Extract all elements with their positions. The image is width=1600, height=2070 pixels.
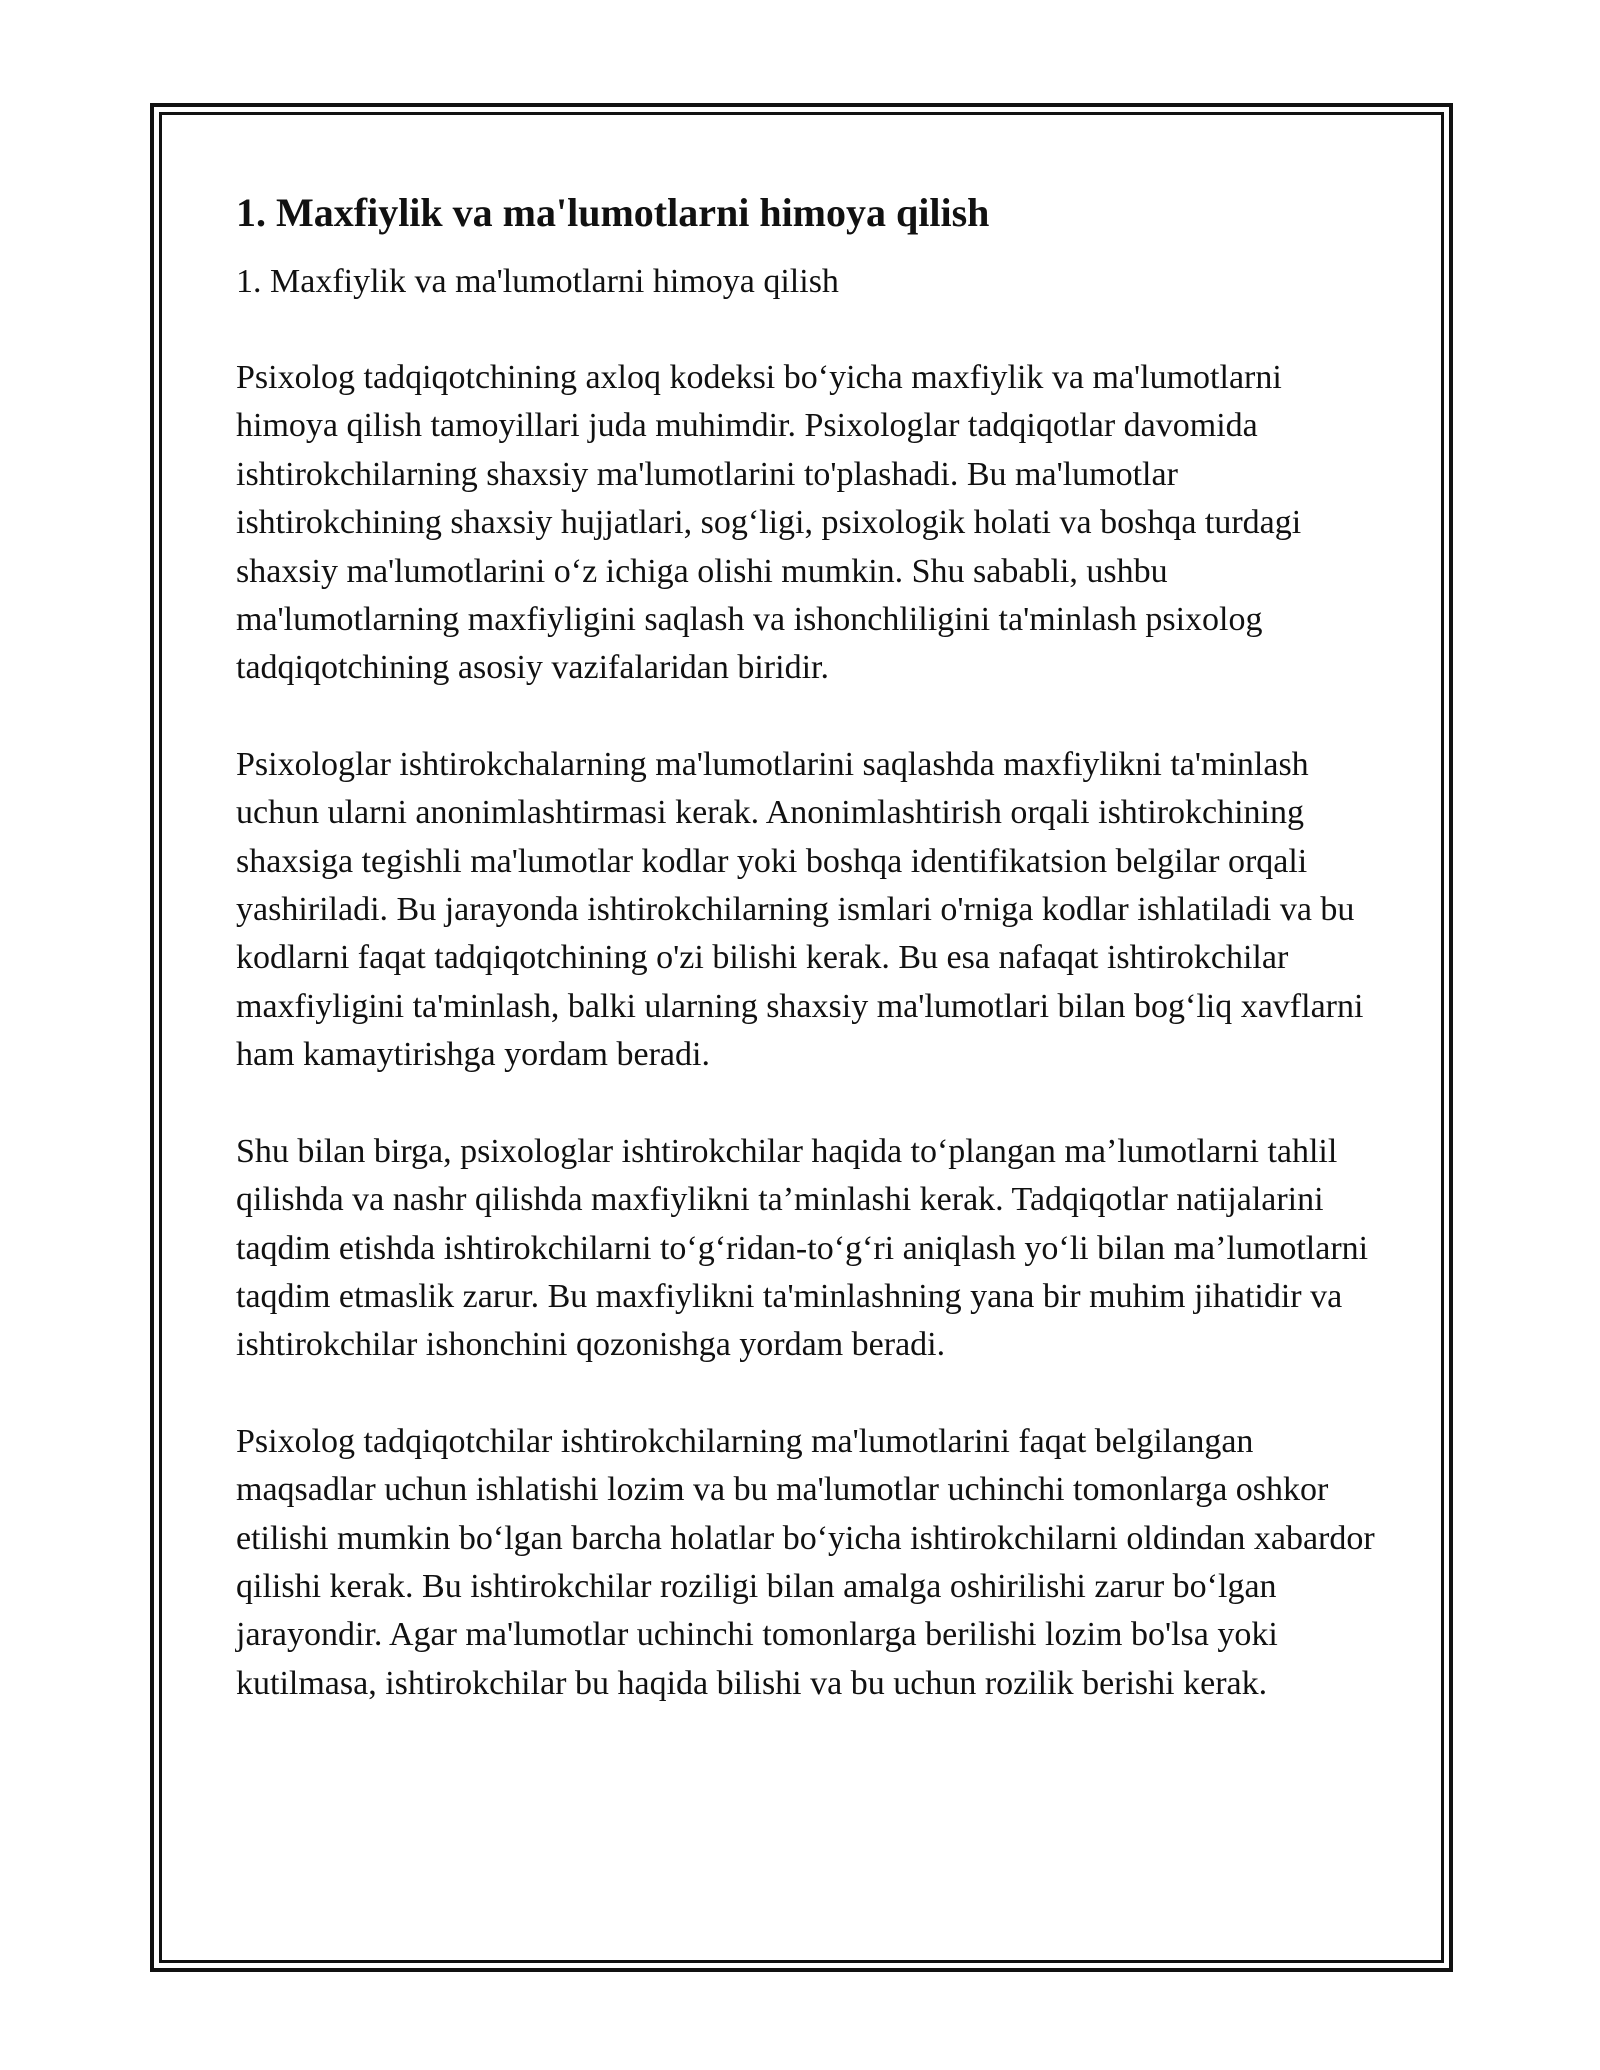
paragraph-1: Psixolog tadqiqotchining axloq kodeksi bo‘yicha maxfiylik va ma'lumotlarni himoya qilish tamoyillari juda muhimdir. Psixologlar tadqiqotlar davomida ishtirokchilarning shaxsiy ma'lumotlarini to'plashadi. Bu ma'lumotlar ishtirokchining shaxsiy hujjatlari, sog‘ligi, psixologik holati va boshqa turdagi shaxsiy ma'lumotlarini o‘z ichiga olishi mumkin. Shu sababli, ushbu ma'lumotlarning maxfiyligini saqlash va ishonchliligini ta'minlash psixolog tadqiqotchining asosiy vazifalaridan biridir. — [236, 359, 1302, 687]
paragraph-4: Psixolog tadqiqotchilar ishtirokchilarning ma'lumotlarini faqat belgilangan maqsadlar uchun ishlatishi lozim va bu ma'lumotlar uchinchi tomonlarga oshkor etilishi mumkin bo‘lgan barcha holatlar bo‘yicha ishtirokchilarni oldindan xabardor qilishi kerak. Bu ishtirokchilar roziligi bilan amalga oshirilishi zarur bo‘lgan jarayondir. Agar ma'lumotlar uchinchi tomonlarga berilishi lozim bo'lsa yoki kutilmasa, ishtirokchilar bu haqida bilishi va bu uchun rozilik berishi kerak. — [236, 1422, 1375, 1702]
document-heading: 1. Maxfiylik va ma'lumotlarni himoya qilish — [236, 190, 990, 235]
paragraph-3: Shu bilan birga, psixologlar ishtirokchilar haqida to‘plangan ma’lumotlarni tahlil qilishda va nashr qilishda maxfiylikni ta’minlashi kerak. Tadqiqotlar natijalarini taqdim etishda ishtirokchilarni to‘g‘ridan-to‘g‘ri aniqlash yo‘li bilan ma’lumotlarni taqdim etmaslik zarur. Bu maxfiylikni ta'minlashning yana bir muhim jihatidir va ishtirokchilar ishonchini qozonishga yordam beradi. — [236, 1132, 1369, 1364]
paragraph-2: Psixologlar ishtirokchalarning ma'lumotlarini saqlashda maxfiylikni ta'minlash uchun ularni anonimlashtirmasi kerak. Anonimlashtirish orqali ishtirokchining shaxsiga tegishli ma'lumotlar kodlar yoki boshqa identifikatsion belgilar orqali yashiriladi. Bu jarayonda ishtirokchilarning ismlari o'rniga kodlar ishlatiladi va bu kodlarni faqat tadqiqotchining o'zi bilishi kerak. Bu esa nafaqat ishtirokchilar maxfiyligini ta'minlash, balki ularning shaxsiy ma'lumotlari bilan bog‘liq xavflarni ham kamaytirishga yordam beradi. — [236, 745, 1364, 1074]
document-body — [236, 186, 1386, 1756]
document-subheading: 1. Maxfiylik va ma'lumotlarni himoya qilish — [236, 263, 839, 300]
